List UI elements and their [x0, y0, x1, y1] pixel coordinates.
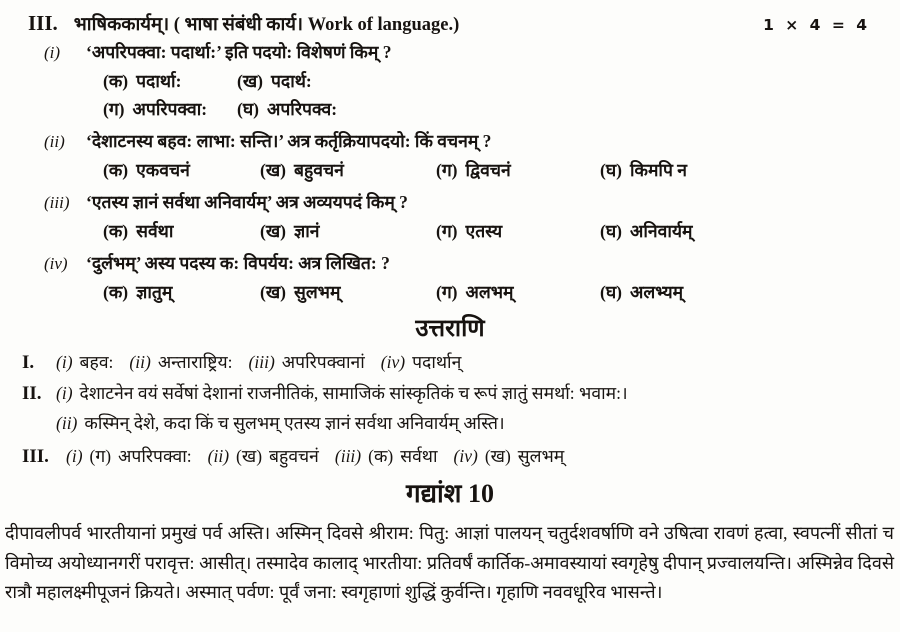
answer-item-number: (i)	[56, 383, 73, 403]
option-label: (ख)	[260, 282, 286, 302]
answer-item-number: (iii)	[334, 446, 362, 466]
answer-choice: (ख)	[484, 446, 511, 466]
passage-heading: गद्यांश 10	[406, 479, 494, 508]
answer-choice: (ग)	[89, 446, 112, 466]
option-text: पदार्थ:	[270, 71, 312, 91]
answer-item-number: (ii)	[129, 352, 151, 372]
option-text: ज्ञानं	[293, 221, 320, 241]
option	[600, 278, 683, 306]
answer-item-text: सुलभम्	[517, 446, 565, 466]
option-text: अलभम्	[465, 282, 514, 302]
option-label: (क)	[103, 282, 129, 302]
passage-body: दीपावलीपर्व भारतीयानां प्रमुखं पर्व अस्ति। अस्मिन् दिवसे श्रीराम: पितु: आज्ञां पालयन् चतुर्दशवर्षाणि वने उषित्वा रावणं हत्वा, स्वपत्नीं सीतां च विमोच्य अयोध्यानगरीं परावृत्त: आसीत्। तस्मादेव कालाद् भारतीया: प्रतिवर्षं कार्तिक-अमावस्यायां स्वगृहेषु दीपान् प्रज्वालयन्ति। अस्मिन्नेव दिवसे रात्रौ महालक्ष्मीपूजनं क्रियते। अस्मात् पर्वण: पूर्वं जना: स्वगृहाणां शुद्धिं कुर्वन्ति। गृहाणि नववधूरिव भासन्ते।	[5, 523, 894, 602]
answer-choice: (क)	[368, 446, 394, 466]
option	[237, 95, 337, 123]
answer-item-text: देशाटनेन वयं सर्वेषां देशानां राजनीतिकं, सामाजिकं सांस्कृतिकं च रूपं ज्ञातुं समर्था: भवाम:।	[79, 383, 628, 403]
answer-items	[56, 348, 477, 376]
option-text: एकवचनं	[136, 160, 190, 180]
answer-numeral: II.	[22, 383, 42, 404]
answer-item-number: (ii)	[56, 413, 78, 433]
option-text: अपरिपक्वा:	[132, 99, 208, 119]
option-text: अनिवार्यम्	[630, 221, 693, 241]
option-label: (घ)	[237, 99, 259, 119]
question-iv	[0, 249, 900, 278]
answer-item	[454, 442, 565, 470]
answer-item	[208, 442, 319, 470]
answer-item	[381, 348, 462, 376]
question-number: (iv)	[44, 254, 68, 273]
option	[103, 217, 260, 245]
option-text: बहुवचनं	[293, 160, 344, 180]
option	[237, 67, 312, 95]
section-numeral: III.	[28, 11, 58, 35]
option-label: (ख)	[260, 160, 286, 180]
answer-row-1	[0, 348, 900, 377]
answer-item-number: (ii)	[207, 446, 230, 466]
option-text: ज्ञातुम्	[136, 282, 173, 302]
option	[436, 278, 600, 306]
option	[103, 278, 260, 306]
option-label: (क)	[103, 71, 129, 91]
answer-numeral: III.	[22, 446, 49, 467]
option-label: (ग)	[436, 221, 458, 241]
option-text: अपरिपक्व:	[267, 99, 338, 119]
option	[103, 156, 260, 184]
question-ii-options	[0, 156, 900, 184]
answer-item-number: (iii)	[248, 352, 275, 372]
option-label: (ख)	[237, 71, 263, 91]
option-label: (ग)	[103, 99, 125, 119]
answer-item	[66, 442, 192, 470]
question-number: (iii)	[44, 193, 70, 212]
option-text: सुलभम्	[293, 282, 341, 302]
option-text: सर्वथा	[136, 221, 174, 241]
question-i-options-row-2	[0, 95, 900, 123]
question-number: (i)	[44, 43, 61, 62]
answer-line	[56, 379, 628, 407]
answer-item-text: अन्ताराष्ट्रिय:	[157, 352, 233, 372]
option-text: द्विवचनं	[465, 160, 511, 180]
answer-item-text: अपरिपक्वानां	[281, 352, 365, 372]
answer-item-text: कस्मिन् देशे, कदा किं च सुलभम् एतस्य ज्ञानं सर्वथा अनिवार्यम् अस्ति।	[84, 413, 505, 433]
option-label: (क)	[103, 160, 129, 180]
option	[436, 217, 600, 245]
answer-row-2	[0, 379, 900, 408]
section-title: भाषिककार्यम्। ( भाषा संबंधी कार्य। Work of language.)	[73, 15, 460, 35]
option-label: (घ)	[600, 221, 622, 241]
answer-item-text: सर्वथा	[400, 446, 438, 466]
answer-line	[56, 408, 505, 438]
question-iv-options	[0, 278, 900, 306]
option-label: (ग)	[436, 282, 458, 302]
option	[600, 217, 693, 245]
answer-item	[335, 442, 438, 470]
option-label: (ख)	[260, 221, 286, 241]
option-label: (क)	[103, 221, 129, 241]
marks-label: 1 × 4 = 4	[763, 16, 870, 34]
question-iii	[0, 188, 900, 217]
option	[260, 156, 436, 184]
option-text: अलभ्यम्	[630, 282, 684, 302]
answer-item	[249, 348, 365, 376]
option-text: एतस्य	[465, 221, 503, 241]
question-text: ‘दुर्लभम्’ अस्य पदस्य क: विपर्यय: अत्र लिखित: ?	[86, 253, 390, 273]
option-text: किमपि न	[630, 160, 687, 180]
answer-items	[66, 442, 580, 470]
answer-item-number: (i)	[66, 446, 83, 466]
option-label: (घ)	[600, 282, 622, 302]
option	[103, 67, 237, 95]
option-text: पदार्था:	[136, 71, 182, 91]
option	[260, 217, 436, 245]
question-i	[0, 38, 900, 67]
option	[436, 156, 600, 184]
option	[600, 156, 687, 184]
question-number: (ii)	[44, 132, 65, 151]
option	[260, 278, 436, 306]
answer-item-text: बहुवचनं	[269, 446, 319, 466]
answer-choice: (ख)	[236, 446, 263, 466]
answer-item-text: पदार्थान्	[412, 352, 462, 372]
answer-item	[56, 348, 113, 376]
answer-row-3	[0, 442, 900, 471]
question-ii	[0, 127, 900, 156]
answer-item-number: (iv)	[380, 352, 406, 372]
question-text: ‘एतस्य ज्ञानं सर्वथा अनिवार्यम्’ अत्र अव्ययपदं किम् ?	[86, 192, 408, 212]
answer-numeral: I.	[22, 352, 35, 373]
question-iii-options	[0, 217, 900, 245]
option-label: (घ)	[600, 160, 622, 180]
question-i-options-row-1	[0, 67, 900, 95]
question-text: ‘अपरिपक्वा: पदार्था:’ इति पदयो: विशेषणं किम् ?	[86, 42, 392, 62]
answer-item-text: अपरिपक्वा:	[118, 446, 192, 466]
option-label: (ग)	[436, 160, 458, 180]
question-text: ‘देशाटनस्य बहव: लाभा: सन्ति।’ अत्र कर्तृक्रियापदयो: किं वचनम् ?	[86, 131, 492, 151]
answer-row-2b	[0, 408, 900, 438]
answer-item-number: (iv)	[453, 446, 478, 466]
answers-heading: उत्तराणि	[415, 316, 485, 342]
section-header	[0, 8, 900, 38]
answer-item-text: बहव:	[79, 352, 114, 372]
answer-item	[129, 348, 232, 376]
option	[103, 95, 237, 123]
answer-item-number: (i)	[56, 352, 73, 372]
